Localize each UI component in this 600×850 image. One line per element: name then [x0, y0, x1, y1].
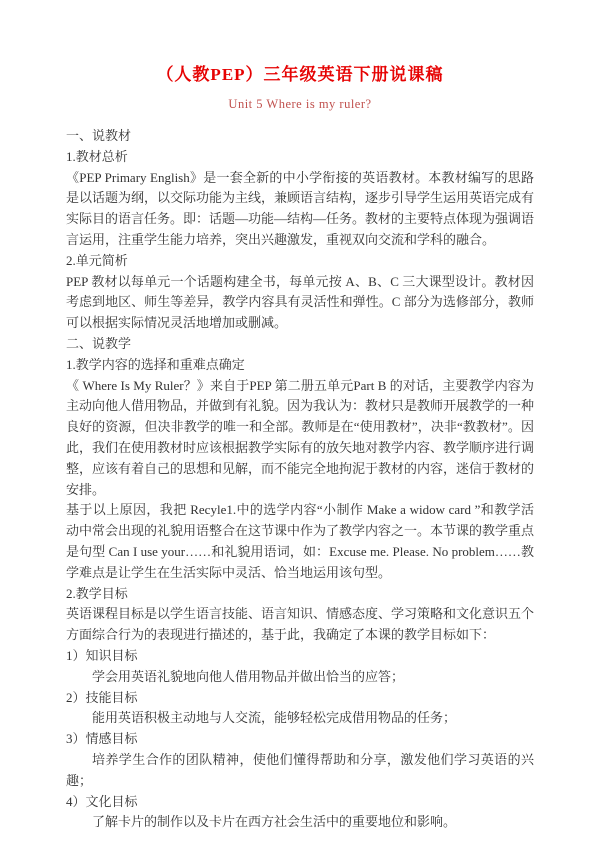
- paragraph: 3）情感目标: [66, 731, 138, 747]
- paragraph: 1.教材总析: [66, 148, 128, 164]
- paragraph: 一、说教材: [66, 128, 132, 143]
- paragraph: 基于以上原因，我把 Recyle1.中的选学内容“小制作 Make a widow card ”和教学活动中常会出现的礼貌用语整合在这节课中作为了教学内容之一。本节课的教学重点是句型 Can I use your……和礼貌用语词，如：Excuse me. Please. No problem……教学难点是让学生在生活实际中灵活、恰当地运用该句型。: [66, 502, 535, 580]
- paragraph: 2.单元简析: [66, 252, 128, 268]
- paragraph: PEP 教材以每单元一个话题构建全书，每单元按 A、B、C 三大课型设计。教材因考虑到地区、师生等差异，教学内容具有灵活性和弹性。C 部分为选修部分，教师可以根据实际情况灵活地增加或删减。: [66, 273, 534, 331]
- paragraph: 2.教学目标: [66, 585, 128, 601]
- paragraph: 《 Where Is My Ruler？》来自于PEP 第二册五单元Part B 的对话，主要教学内容为主动向他人借用物品，并做到有礼貌。因为我认为：教材只是教师开展教学的一种良好的资源，但决非教学的唯一和全部。教师是在“使用教材”，决非“教教材”。因此，我们在使用教材时应该根据教学实际有的放矢地对教学内容、教学顺序进行调整，应该有着自己的思想和见解，而不能完全地拘泥于教材的内容，迷信于教材的安排。: [66, 377, 535, 497]
- paragraph: 1）知识目标: [66, 647, 138, 663]
- paragraph: 能用英语积极主动地与人交流，能够轻松完成借用物品的任务；: [92, 710, 457, 726]
- paragraph: 4）文化目标: [66, 793, 138, 809]
- document-body: [66, 126, 534, 833]
- document-title: （人教PEP）三年级英语下册说课稿: [156, 65, 444, 84]
- paragraph: 了解卡片的制作以及卡片在西方社会生活中的重要地位和影响。: [92, 814, 457, 830]
- paragraph: 英语课程目标是以学生语言技能、语言知识、情感态度、学习策略和文化意识五个方面综合行为的表现进行描述的，基于此，我确定了本课的教学目标如下：: [66, 606, 535, 643]
- document-subtitle: Unit 5 Where is my ruler?: [228, 97, 372, 111]
- paragraph: 二、说教学: [66, 335, 132, 351]
- paragraph: 培养学生合作的团队精神，使他们懂得帮助和分享，激发他们学习英语的兴趣；: [66, 751, 534, 788]
- paragraph: 《PEP Primary English》是一套全新的中小学衔接的英语教材。本教材编写的思路是以话题为纲，以交际功能为主线，兼顾语言结构，逐步引导学生运用英语完成有实际目的语言任务。即：话题—功能—结构—任务。教材的主要特点体现为强调语言运用，注重学生能力培养，突出兴趣激发，重视双向交流和学科的融合。: [66, 169, 535, 247]
- paragraph: 2）技能目标: [66, 689, 138, 705]
- paragraph: 1.教学内容的选择和重难点确定: [66, 356, 245, 372]
- paragraph: 学会用英语礼貌地向他人借用物品并做出恰当的应答；: [92, 668, 405, 684]
